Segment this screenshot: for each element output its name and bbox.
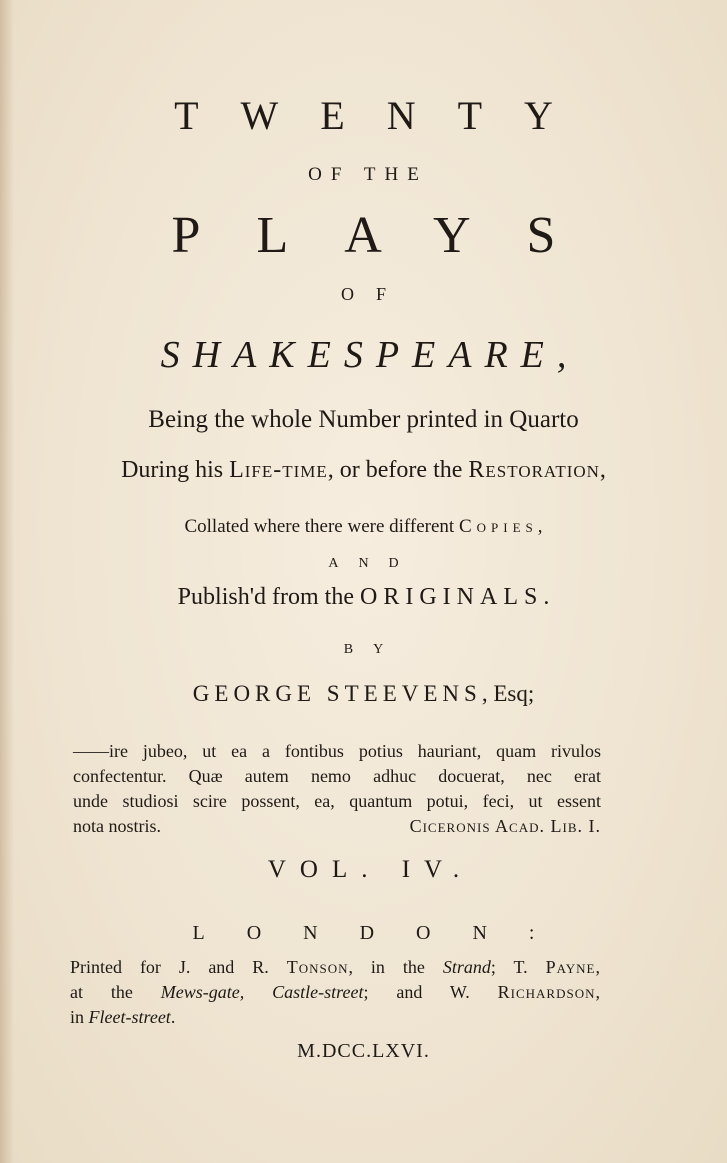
imprint-strand: Strand: [442, 957, 491, 977]
author-suffix: , Esq;: [481, 681, 535, 706]
imprint-text: , in the: [348, 957, 443, 977]
byline-by: BY: [343, 642, 404, 657]
imprint-text: at the: [70, 982, 161, 1002]
imprint-text: in: [70, 1007, 89, 1027]
imprint-text: ,: [595, 982, 600, 1002]
imprint-text: ; T.: [490, 957, 546, 977]
imprint-fleet-street: Fleet-street: [88, 1007, 171, 1027]
imprint-text: .: [170, 1007, 176, 1027]
publish-suffix: .: [543, 584, 550, 610]
title-of: OF: [340, 284, 408, 304]
quote-line: confectentur. Quæ autem nemo adhuc docuerat, nec erat: [73, 766, 601, 786]
during-suffix: ,: [599, 457, 606, 483]
author-name: GEORGE STEEVENS: [192, 681, 482, 706]
publication-date: M.DCC.LXVI.: [297, 1040, 430, 1062]
quote-line-last: [73, 814, 601, 839]
quote-line: ——ire jubeo, ut ea a fontibus potius hauriant, quam rivulos: [73, 741, 601, 761]
subtitle-collated: [0, 516, 727, 538]
epigraph-quote: [73, 739, 601, 839]
during-restoration: Restoration: [468, 457, 600, 483]
author-line: [0, 681, 727, 707]
during-life-time: Life-time: [229, 457, 328, 483]
during-middle: , or before the: [327, 457, 469, 483]
quote-citation: Ciceronis Acad. Lib. I.: [409, 816, 601, 836]
imprint-city: LONDON:: [192, 922, 577, 944]
quote-line: nota nostris.: [73, 816, 161, 836]
imprint-text: ,: [595, 957, 600, 977]
imprint-line-2: [70, 980, 600, 1005]
title-word-plays: PLAYS: [171, 207, 612, 264]
imprint-line-1: [70, 955, 600, 980]
collated-copies: Copies: [458, 516, 538, 537]
imprint-payne: Payne: [545, 957, 596, 977]
imprint-line-3: [70, 1005, 600, 1030]
subtitle-published: [0, 584, 727, 611]
quote-line: unde studiosi scire possent, ea, quantum potui, feci, ut essent: [73, 791, 601, 811]
publish-prefix: Publish'd from the: [177, 584, 360, 610]
collated-prefix: Collated where there were different: [184, 516, 459, 537]
imprint-text: Printed for J. and R.: [70, 957, 287, 977]
title-of-the: OF THE: [308, 164, 428, 185]
conjunction-and: AND: [328, 556, 419, 571]
title-shakespeare: SHAKESPEARE,: [160, 334, 580, 376]
subtitle-being: Being the whole Number printed in Quarto: [148, 406, 579, 433]
imprint-text: ; and W.: [363, 982, 498, 1002]
subtitle-during: [0, 457, 727, 484]
imprint-block: [70, 955, 600, 1030]
imprint-mews-gate: Mews-gate, Castle-street: [160, 982, 364, 1002]
imprint-richardson: Richardson: [497, 982, 596, 1002]
collated-suffix: ,: [537, 516, 543, 537]
volume-number: VOL. IV.: [267, 856, 474, 883]
imprint-tonson: Tonson: [286, 957, 349, 977]
publish-originals: ORIGINALS: [360, 584, 544, 610]
during-prefix: During his: [121, 457, 230, 483]
title-word-twenty: TWENTY: [174, 93, 595, 138]
